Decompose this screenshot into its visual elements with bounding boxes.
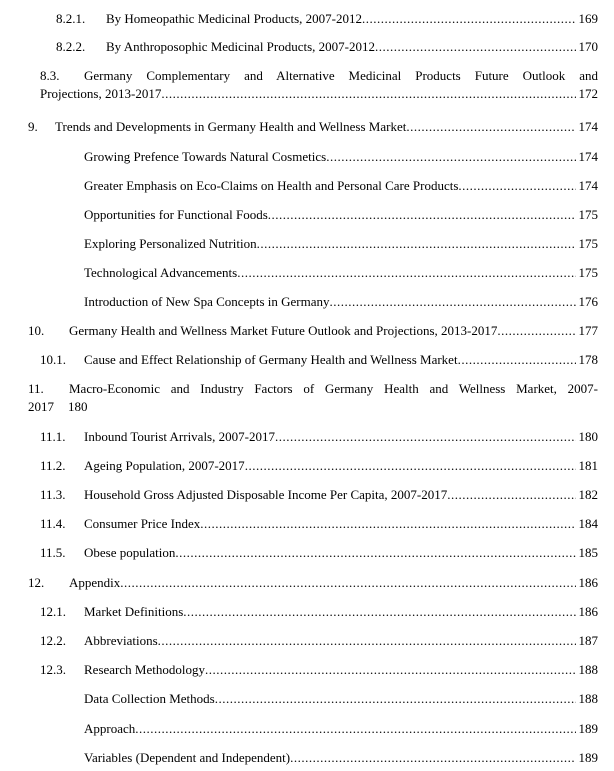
toc-entry-page: 188: [578, 691, 598, 706]
toc-entry-title-line: [84, 661, 598, 679]
toc-entry-title-line: [106, 10, 598, 28]
toc-entry-page: 174: [578, 149, 598, 164]
toc-entry-title-line: [84, 457, 598, 475]
toc-entry-page: 189: [578, 721, 598, 736]
toc-entry: [0, 457, 598, 475]
toc-entry-page: 175: [578, 265, 598, 280]
dot-leader: [447, 486, 575, 504]
dot-leader: [205, 661, 576, 679]
toc-entry-title: Inbound Tourist Arrivals, 2007-2017: [84, 429, 275, 444]
toc-entry-number: 12.3.: [40, 662, 66, 677]
toc-entry-title-line: [84, 515, 598, 533]
toc-entry-title: Household Gross Adjusted Disposable Income Per Capita, 2007-2017: [84, 487, 448, 502]
dot-leader: [161, 85, 575, 103]
toc-entry-title: Greater Emphasis on Eco-Claims on Health and Personal Care Products: [84, 178, 459, 193]
toc-entry: [0, 720, 598, 738]
toc-entry: [0, 574, 598, 592]
toc-entry: [0, 177, 598, 195]
dot-leader: [290, 749, 575, 767]
toc-entry-number: 11.3.: [40, 487, 66, 502]
toc-entry-number: 9.: [28, 119, 38, 134]
toc-entry-page: 182: [578, 487, 598, 502]
toc-entry-page: 186: [578, 575, 598, 590]
toc-entry-title-line: [84, 264, 598, 282]
dot-leader: [158, 632, 576, 650]
toc-entry-title: Abbreviations: [84, 633, 158, 648]
toc-entry-page: 178: [578, 352, 598, 367]
toc-entry: [0, 632, 598, 650]
toc-entry: [0, 544, 598, 562]
toc-entry-number: 11.1.: [40, 429, 66, 444]
toc-entry-title: Approach: [84, 721, 136, 736]
dot-leader: [458, 351, 576, 369]
toc-entry-title: Market Definitions: [84, 604, 184, 619]
toc-entry: [0, 515, 598, 533]
toc-entry-page: 172: [578, 86, 598, 101]
toc-entry-number: 11.2.: [40, 458, 66, 473]
toc-entry-title: 2017: [28, 399, 54, 414]
toc-entry-title: By Homeopathic Medicinal Products, 2007-2012: [106, 11, 362, 26]
toc-entry-title-line: [69, 574, 598, 592]
toc-entry-title: Variables (Dependent and Independent): [84, 750, 291, 765]
toc-entry-title: Introduction of New Spa Concepts in Germany: [84, 294, 330, 309]
toc-entry-continuation: [0, 398, 598, 416]
toc-entry-title-line: [69, 322, 598, 340]
toc-entry-number: 11.4.: [40, 516, 66, 531]
toc-entry-title-line: [84, 690, 598, 708]
toc-entry: [0, 690, 598, 708]
dot-leader: [120, 574, 575, 592]
toc-entry-title: Projections, 2013-2017: [40, 86, 162, 101]
toc-entry: [0, 428, 598, 446]
toc-entry-title-line: [84, 720, 598, 738]
dot-leader: [375, 38, 575, 56]
toc-entry: [0, 293, 598, 311]
toc-entry-number: 10.: [28, 323, 45, 338]
toc-entry-continuation: [0, 85, 598, 103]
dot-leader: [245, 457, 576, 475]
toc-entry-title: Germany Complementary and Alternative Medicinal Products Future Outlook and: [84, 68, 598, 83]
toc-entry-page: 189: [578, 750, 598, 765]
toc-entry-number: 8.2.1.: [56, 11, 86, 26]
toc-entry-title-line: [40, 85, 598, 103]
toc-entry-title: Technological Advancements: [84, 265, 238, 280]
dot-leader: [406, 118, 575, 136]
toc-entry-page: 169: [578, 11, 598, 26]
toc-entry: [0, 380, 598, 398]
toc-entry-title: Cause and Effect Relationship of Germany Health and Wellness Market: [84, 352, 458, 367]
toc-entry: [0, 10, 598, 28]
toc-entry-title-line: [84, 235, 598, 253]
dot-leader: [175, 544, 575, 562]
toc-entry-page: 174: [578, 119, 598, 134]
toc-entry-title-line: [84, 428, 598, 446]
toc-entry-title-line: [84, 486, 598, 504]
toc-entry-title-line: [84, 351, 598, 369]
dot-leader: [458, 177, 575, 195]
dot-leader: [237, 264, 575, 282]
toc-entry-title: Ageing Population, 2007-2017: [84, 458, 245, 473]
dot-leader: [326, 148, 575, 166]
toc-entry-title: Research Methodology: [84, 662, 205, 677]
dot-leader: [275, 428, 576, 446]
toc-entry: [0, 264, 598, 282]
toc-entry-title-line: [84, 148, 598, 166]
toc-entry-title-line: [84, 749, 598, 767]
dot-leader: [330, 293, 576, 311]
toc-entry-number: 10.1.: [40, 352, 66, 367]
toc-entry-number: 8.2.2.: [56, 39, 86, 54]
toc-entry-title: By Anthroposophic Medicinal Products, 2007-2012: [106, 39, 376, 54]
toc-entry: [0, 67, 598, 85]
toc-entry-title: Trends and Developments in Germany Health and Wellness Market: [55, 119, 407, 134]
dot-leader: [183, 603, 575, 621]
toc-entry-page: 175: [578, 207, 598, 222]
toc-entry: [0, 603, 598, 621]
dot-leader: [200, 515, 575, 533]
toc-entry-title-line: [84, 632, 598, 650]
dot-leader: [257, 235, 576, 253]
toc-entry-page: 175: [578, 236, 598, 251]
toc-entry-page: 170: [578, 39, 598, 54]
dot-leader: [362, 10, 576, 28]
toc-entry-title-line: [84, 177, 598, 195]
toc-entry-title: Growing Prefence Towards Natural Cosmetics: [84, 149, 327, 164]
toc-entry-title-line: [84, 206, 598, 224]
toc-entry-page: 176: [578, 294, 598, 309]
toc-entry-page: 180: [68, 399, 88, 414]
toc-entry-number: 8.3.: [40, 68, 60, 83]
toc-entry-number: 12.: [28, 575, 45, 590]
toc-entry-number: 12.1.: [40, 604, 66, 619]
toc-entry-title: Appendix: [69, 575, 121, 590]
toc-entry: [0, 118, 598, 136]
toc-entry-page: 184: [578, 516, 598, 531]
toc-entry-page: 174: [578, 178, 598, 193]
toc-entry-page: 185: [578, 545, 598, 560]
toc-entry-number: 12.2.: [40, 633, 66, 648]
toc-entry-page: 180: [578, 429, 598, 444]
toc-entry-number: 11.5.: [40, 545, 66, 560]
toc-entry-page: 186: [578, 604, 598, 619]
dot-leader: [135, 720, 575, 738]
toc-entry: [0, 322, 598, 340]
toc-entry-title-line: [55, 118, 598, 136]
dot-leader: [497, 322, 575, 340]
toc-entry-title: Consumer Price Index: [84, 516, 201, 531]
toc-entry-number: 11.: [28, 381, 44, 396]
dot-leader: [268, 206, 576, 224]
toc-entry: [0, 206, 598, 224]
toc-entry: [0, 148, 598, 166]
toc-entry: [0, 38, 598, 56]
toc-entry-title: Germany Health and Wellness Market Future Outlook and Projections, 2013-2017: [69, 323, 498, 338]
toc-entry-title: Data Collection Methods: [84, 691, 215, 706]
toc-entry: [0, 749, 598, 767]
toc-entry-page: 187: [578, 633, 598, 648]
toc-entry-title-line: [84, 603, 598, 621]
toc-entry-page: 181: [578, 458, 598, 473]
toc-entry: [0, 486, 598, 504]
toc-entry-title: Opportunities for Functional Foods: [84, 207, 268, 222]
toc-entry-title-line: [84, 544, 598, 562]
toc-entry-title: Obese population: [84, 545, 176, 560]
toc-entry: [0, 235, 598, 253]
toc-entry-title-line: [84, 293, 598, 311]
toc-entry-title: Macro-Economic and Industry Factors of Germany Health and Wellness Market, 2007-: [69, 381, 598, 396]
dot-leader: [215, 690, 576, 708]
toc-entry: [0, 661, 598, 679]
toc-entry: [0, 351, 598, 369]
toc-entry-page: 188: [578, 662, 598, 677]
toc-entry-title-line: [106, 38, 598, 56]
toc-entry-title: Exploring Personalized Nutrition: [84, 236, 257, 251]
toc-entry-page: 177: [578, 323, 598, 338]
